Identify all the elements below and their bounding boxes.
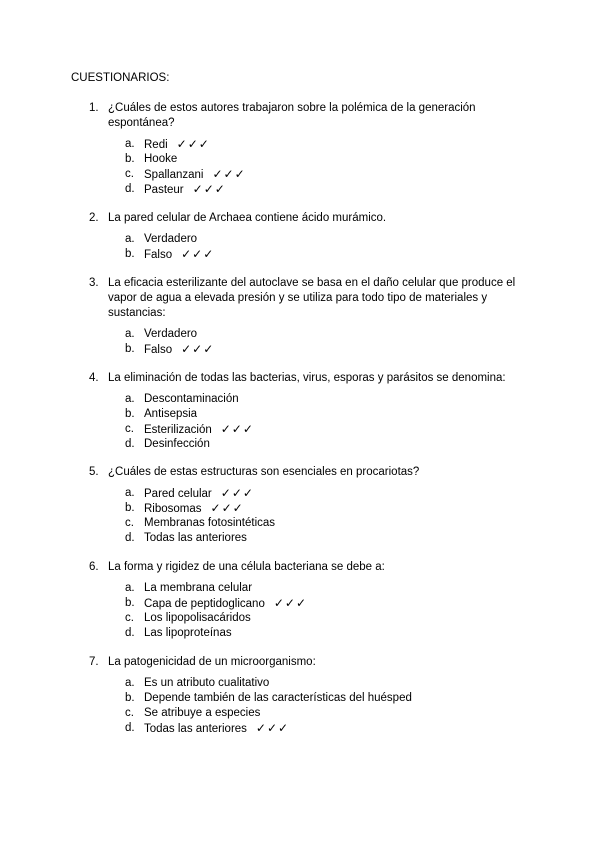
option-text [144, 437, 210, 452]
option-letter: b. [125, 343, 135, 355]
option-item [89, 706, 529, 721]
option-label: Los lipopolisacáridos [144, 612, 251, 624]
check-marks-icon: ✓✓✓ [255, 721, 290, 735]
option-letter: b. [125, 502, 135, 514]
option-item [89, 516, 529, 531]
check-marks-icon: ✓✓✓ [181, 342, 215, 356]
question-number: 7. [89, 656, 99, 668]
option-text [144, 392, 239, 407]
option-letter: c. [125, 423, 134, 435]
option-item [89, 611, 529, 626]
option-text [144, 691, 412, 706]
option-letter: a. [125, 677, 135, 689]
question-number: 1. [89, 102, 99, 114]
option-label: La membrana celular [144, 582, 253, 594]
option-list [89, 676, 529, 736]
option-label: Redi [144, 139, 168, 151]
option-letter: a. [125, 487, 135, 499]
option-label: Falso [144, 344, 173, 356]
option-label: Verdadero [144, 328, 198, 340]
option-label: Spallanzani [144, 169, 204, 181]
option-text [144, 706, 260, 721]
option-list [89, 137, 529, 197]
option-label: Depende también de las características del huésped [144, 692, 412, 704]
check-marks-icon: ✓✓✓ [192, 182, 226, 196]
option-letter: d. [125, 438, 135, 450]
question-2 [89, 211, 529, 262]
option-label: Todas las anteriores [144, 723, 247, 735]
option-label: Esterilización [144, 424, 212, 436]
option-label: Falso [144, 249, 173, 261]
option-item [89, 531, 529, 546]
option-letter: d. [125, 722, 135, 734]
option-letter: b. [125, 408, 135, 420]
option-letter: d. [125, 183, 135, 195]
option-text [144, 531, 247, 546]
option-text [144, 182, 226, 198]
option-label: Hooke [144, 153, 178, 165]
option-label: Pasteur [144, 184, 184, 196]
question-6 [89, 560, 529, 641]
question-text: ¿Cuáles de estos autores trabajaron sobre la polémica de la generación espontánea? [108, 102, 476, 129]
option-letter: d. [125, 532, 135, 544]
option-letter: b. [125, 692, 135, 704]
option-letter: b. [125, 597, 135, 609]
question-text: La eliminación de todas las bacterias, virus, esporas y parásitos se denomina: [108, 372, 506, 384]
option-list [89, 581, 529, 641]
option-letter: d. [125, 627, 135, 639]
question-3 [89, 276, 529, 357]
question-4 [89, 371, 529, 452]
option-letter: a. [125, 582, 135, 594]
option-text [144, 581, 252, 596]
option-text [144, 516, 275, 531]
page-title: CUESTIONARIOS: [71, 72, 170, 84]
option-item [89, 437, 529, 452]
option-list [89, 232, 529, 262]
option-item [89, 392, 529, 407]
option-letter: b. [125, 153, 135, 165]
option-item [89, 501, 529, 516]
option-label: Pared celular [144, 488, 212, 500]
question-text: La eficacia esterilizante del autoclave se basa en el daño celular que produce el vapor de agua a elevada presión y se utiliza para todo tipo de materiales y sustancias: [108, 277, 516, 319]
question-text: La patogenicidad de un microorganismo: [108, 656, 316, 668]
option-text [144, 407, 197, 422]
option-text [144, 342, 214, 358]
option-text [144, 422, 254, 438]
option-label: Verdadero [144, 233, 198, 245]
option-letter: c. [125, 517, 134, 529]
option-item [89, 407, 529, 422]
check-marks-icon: ✓✓✓ [210, 501, 244, 515]
option-text [144, 247, 214, 263]
option-item [89, 327, 529, 342]
option-label: Todas las anteriores [144, 532, 247, 544]
question-number: 3. [89, 277, 99, 289]
option-letter: c. [125, 612, 134, 624]
option-text [144, 501, 244, 517]
option-label: Descontaminación [144, 393, 239, 405]
question-text: La pared celular de Archaea contiene ácido murámico. [108, 212, 387, 224]
check-marks-icon: ✓✓✓ [212, 167, 246, 181]
option-letter: a. [125, 393, 135, 405]
option-letter: a. [125, 138, 135, 150]
check-marks-icon: ✓✓✓ [273, 596, 308, 610]
question-number: 2. [89, 212, 99, 224]
question-number: 4. [89, 372, 99, 384]
option-text [144, 721, 289, 737]
check-marks-icon: ✓✓✓ [176, 137, 210, 151]
option-text [144, 232, 197, 247]
option-text [144, 137, 210, 153]
question-text: ¿Cuáles de estas estructuras son esenciales en procariotas? [108, 466, 420, 478]
option-text [144, 676, 269, 691]
option-item [89, 167, 529, 182]
option-text [144, 611, 251, 626]
option-label: Se atribuye a especies [144, 707, 261, 719]
question-5 [89, 465, 529, 546]
option-item [89, 596, 529, 611]
option-item [89, 342, 529, 357]
option-item [89, 691, 529, 706]
question-text: La forma y rigidez de una célula bacteriana se debe a: [108, 561, 385, 573]
option-label: Capa de peptidoglicano [144, 598, 265, 610]
check-marks-icon: ✓✓✓ [220, 422, 254, 436]
option-label: Antisepsia [144, 408, 198, 420]
option-text [144, 167, 246, 183]
option-item [89, 232, 529, 247]
option-list [89, 486, 529, 546]
option-item [89, 152, 529, 167]
option-item [89, 626, 529, 641]
option-letter: a. [125, 233, 135, 245]
option-label: Las lipoproteínas [144, 627, 232, 639]
check-marks-icon: ✓✓✓ [220, 486, 254, 500]
option-letter: a. [125, 328, 135, 340]
option-text [144, 626, 232, 641]
option-letter: c. [125, 707, 134, 719]
option-item [89, 422, 529, 437]
check-marks-icon: ✓✓✓ [181, 247, 215, 261]
option-text [144, 596, 307, 612]
option-text [144, 486, 254, 502]
option-item [89, 137, 529, 152]
option-list [89, 327, 529, 357]
option-text [144, 152, 177, 167]
option-letter: c. [125, 168, 134, 180]
question-1 [89, 101, 529, 197]
option-item [89, 486, 529, 501]
option-item [89, 182, 529, 197]
option-item [89, 676, 529, 691]
option-text [144, 327, 197, 342]
option-list [89, 392, 529, 452]
question-number: 5. [89, 466, 99, 478]
option-item [89, 247, 529, 262]
option-label: Desinfección [144, 438, 210, 450]
question-number: 6. [89, 561, 99, 573]
option-item [89, 721, 529, 736]
option-label: Es un atributo cualitativo [144, 677, 270, 689]
question-7 [89, 655, 529, 736]
option-letter: b. [125, 248, 135, 260]
option-label: Ribosomas [144, 503, 202, 515]
option-label: Membranas fotosintéticas [144, 517, 276, 529]
option-item [89, 581, 529, 596]
